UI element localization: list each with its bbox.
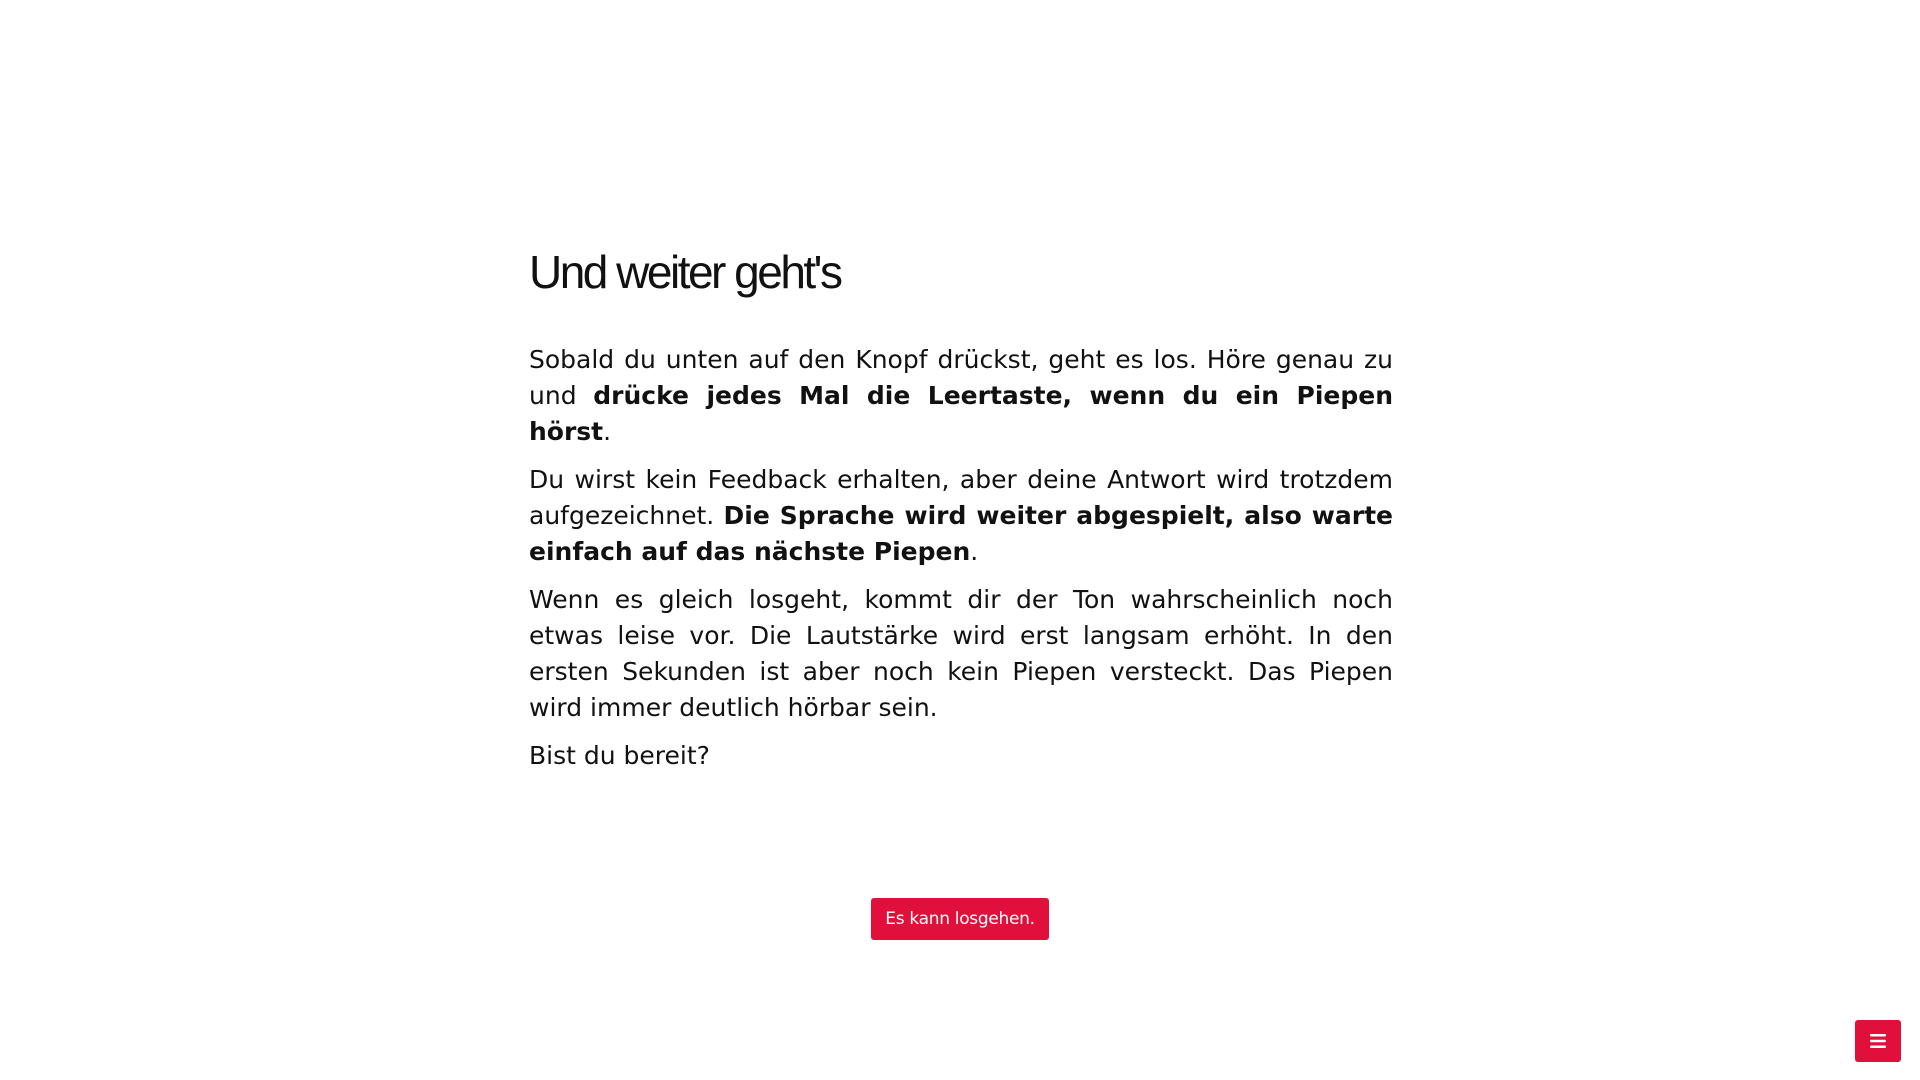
- hamburger-menu-icon: [1870, 1034, 1886, 1048]
- instruction-paragraph-2: [529, 462, 1393, 570]
- instructions-section: [529, 245, 1393, 786]
- page-title: Und weiter geht's: [529, 246, 841, 298]
- paragraph-1-emphasis: drücke jedes Mal die Leertaste, wenn du ein Piepen hörst: [529, 381, 1393, 447]
- paragraph-2-end: .: [970, 537, 979, 567]
- ready-question: Bist du bereit?: [529, 741, 710, 771]
- paragraph-2-emphasis: Die Sprache wird weiter abgespielt, also warte einfach auf das nächste Piepen: [529, 501, 1393, 567]
- start-button[interactable]: Es kann losgehen.: [871, 898, 1049, 940]
- instruction-paragraph-1: [529, 342, 1393, 450]
- paragraph-1-text: Sobald du unten auf den Knopf drückst, geht es los. Höre genau zu und: [529, 345, 1393, 411]
- paragraph-2-text: Du wirst kein Feedback erhalten, aber deine Antwort wird trotzdem aufgezeichnet.: [529, 465, 1393, 531]
- paragraph-1-end: .: [603, 417, 612, 447]
- menu-button[interactable]: [1855, 1020, 1901, 1062]
- instruction-paragraph-3: Wenn es gleich losgeht, kommt dir der Ton wahrscheinlich noch etwas leise vor. Die Lautstärke wird erst langsam erhöht. In den ersten Sekunden ist aber noch kein Piepen versteckt. Das Piepen wird immer deutlich hörbar sein.: [529, 585, 1393, 723]
